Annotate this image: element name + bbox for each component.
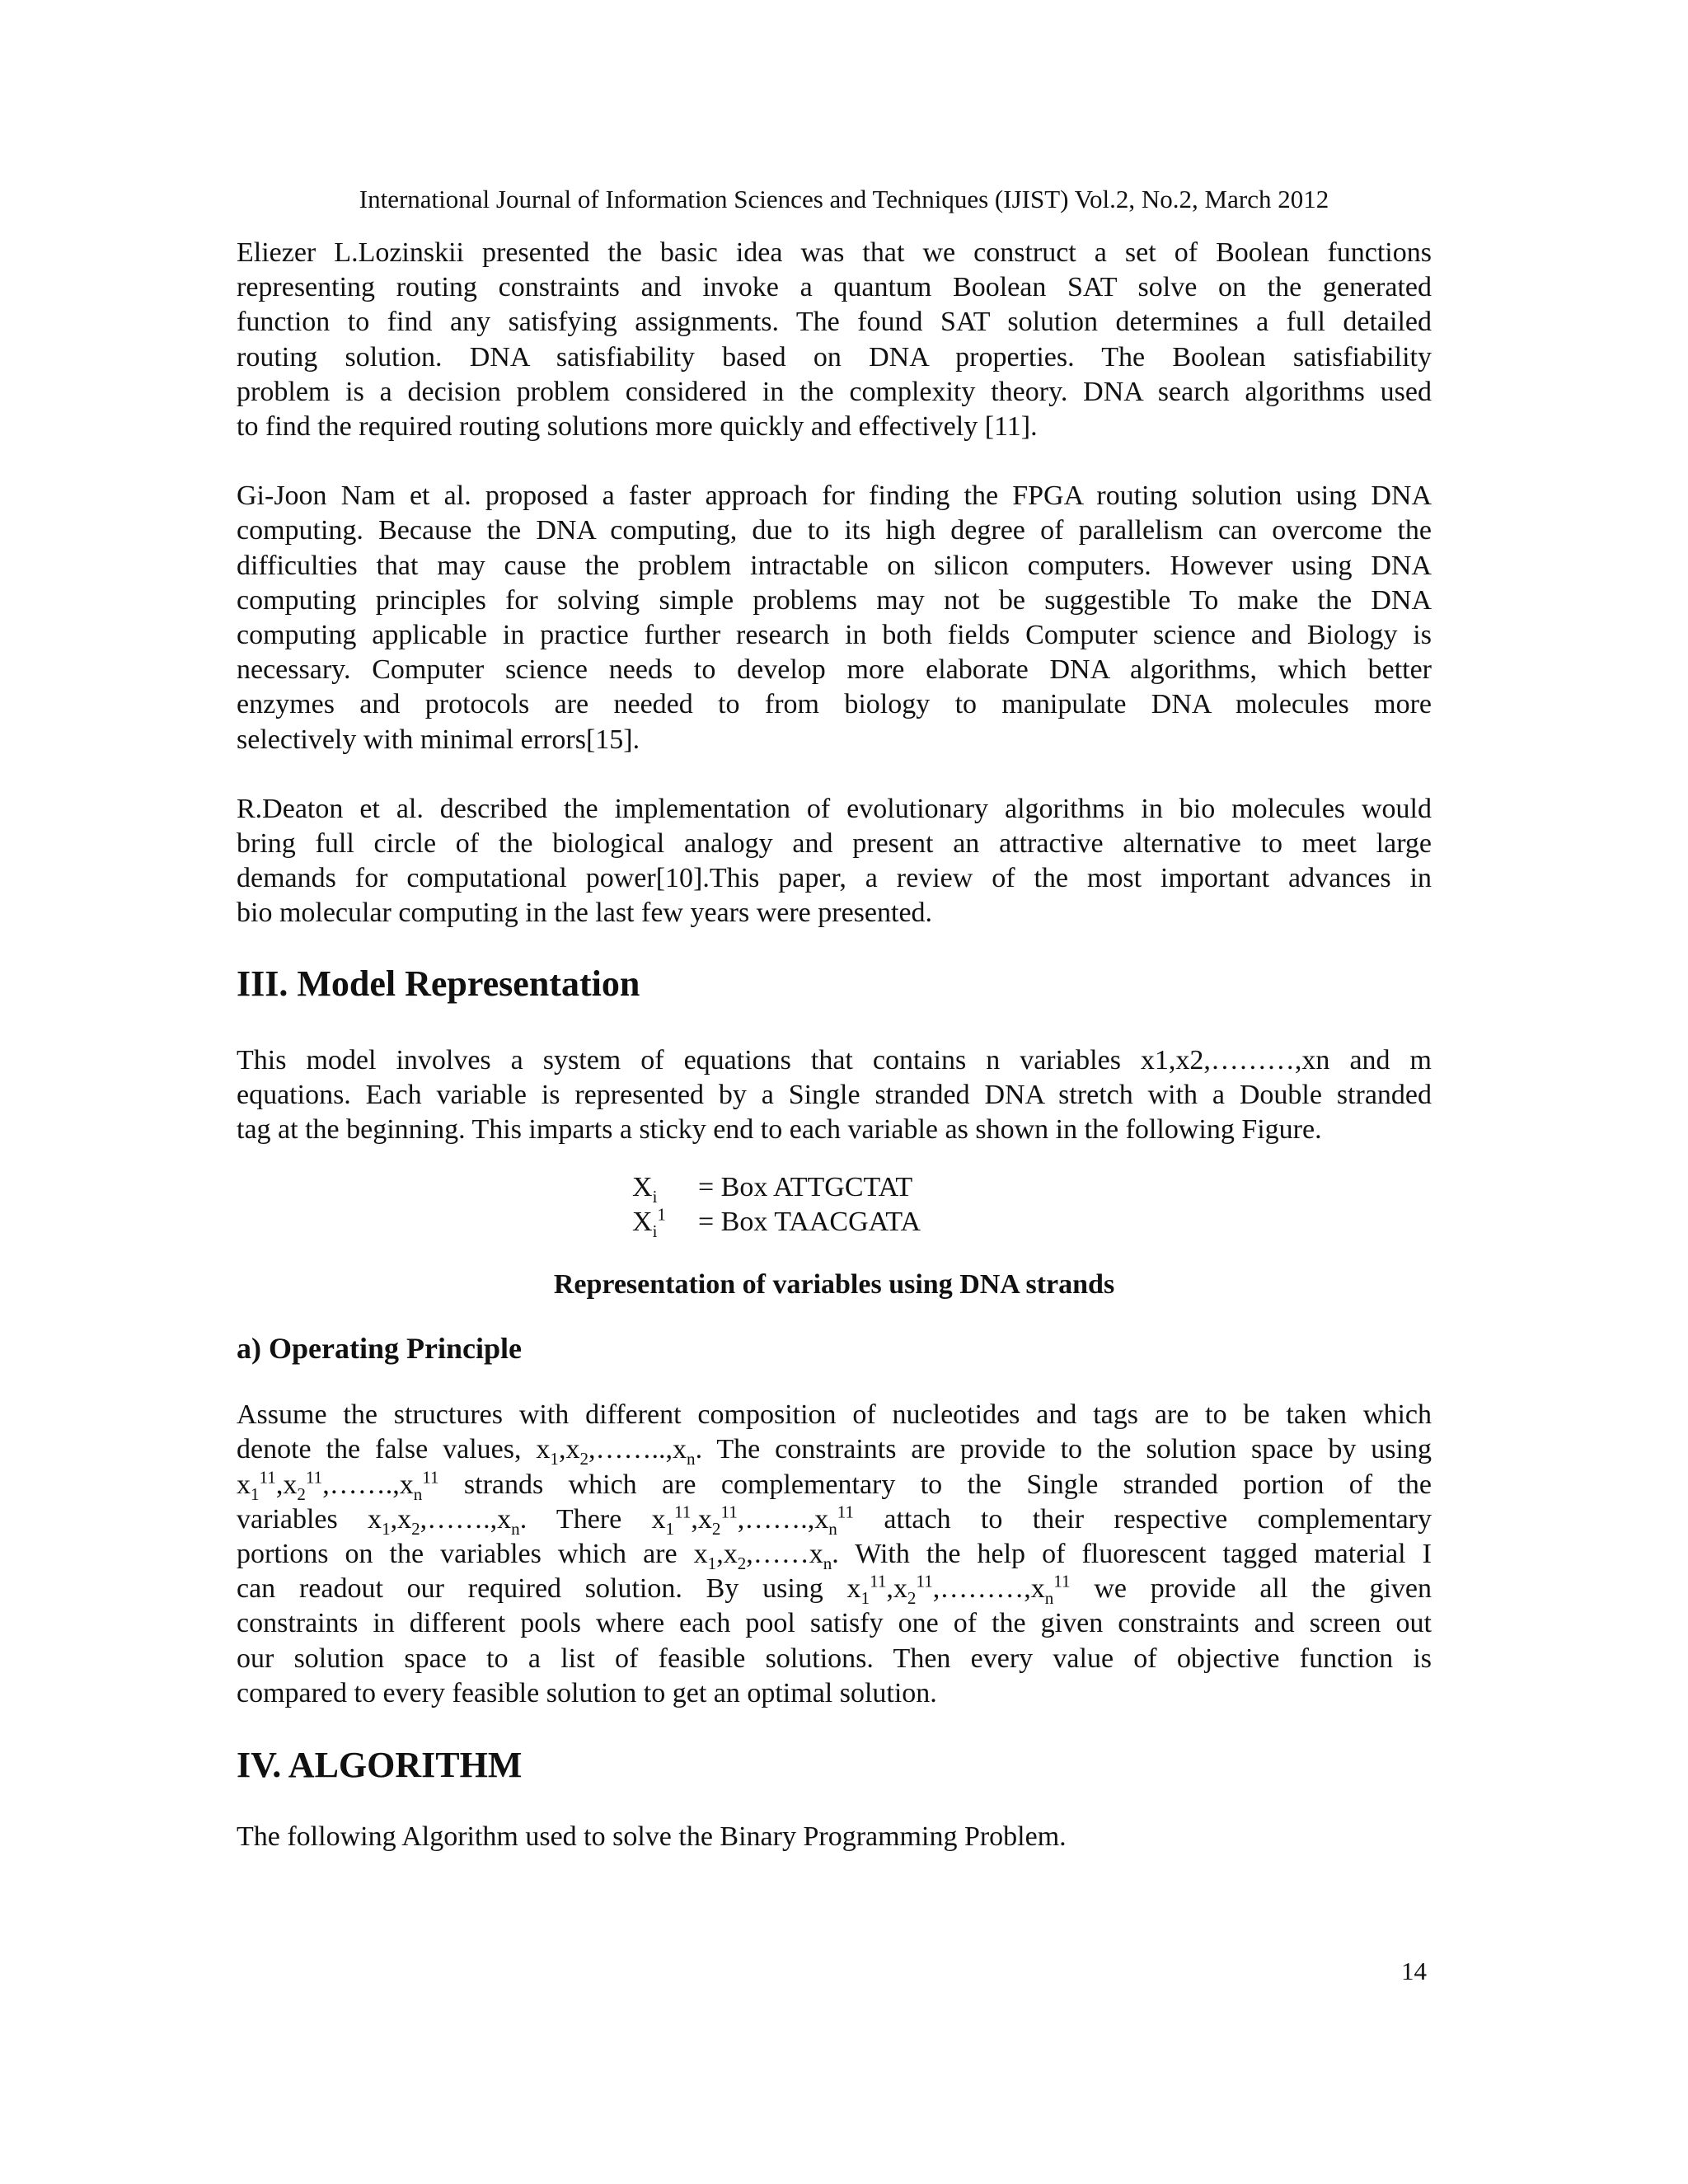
paragraph-nam [237, 479, 1432, 757]
text-line: compared to every feasible solution to get an optimal solution. [237, 1677, 937, 1708]
text-line: This model involves a system of equations that contains n variables x1,x2,………,xn and m [237, 1044, 1432, 1076]
dna-variable-formulas [632, 1170, 1432, 1240]
text-line: computing applicable in practice further research in both fields Computer science and Biology is [237, 620, 1432, 651]
paragraph-operating-principle [237, 1398, 1432, 1711]
formula-row-xi [632, 1170, 1432, 1205]
formula-rhs: = Box TAACGATA [698, 1207, 921, 1238]
text-line: Gi-Joon Nam et al. proposed a faster approach for finding the FPGA routing solution using DNA [237, 480, 1432, 512]
formula-row-xi-complement [632, 1205, 1432, 1240]
text-line: selectively with minimal errors[15]. [237, 724, 640, 755]
text-line: difficulties that may cause the problem intractable on silicon computers. However using DNA [237, 550, 1432, 581]
text-line: enzymes and protocols are needed to from biology to manipulate DNA molecules more [237, 689, 1432, 720]
text-line: problem is a decision problem considered in the complexity theory. DNA search algorithms used [237, 376, 1432, 407]
section-heading-model-representation: III. Model Representation [237, 963, 640, 1004]
text-line: Eliezer L.Lozinskii presented the basic idea was that we construct a set of Boolean functions [237, 237, 1432, 268]
text-line: bring full circle of the biological analogy and present an attractive alternative to meet large [237, 828, 1432, 860]
text-line: tag at the beginning. This imparts a sticky end to each variable as shown in the following Figure. [237, 1114, 1322, 1146]
text-line: routing solution. DNA satisfiability based on DNA properties. The Boolean satisfiability [237, 341, 1432, 373]
formula-variable: $X_i$ [632, 1172, 658, 1207]
paragraph-model-intro [237, 1043, 1432, 1148]
section-heading-algorithm: IV. ALGORITHM [237, 1745, 523, 1786]
text-line: R.Deaton et al. described the implementation of evolutionary algorithms in bio molecules would [237, 793, 1432, 824]
text-line: computing principles for solving simple problems may not be suggestible To make the DNA [237, 584, 1432, 616]
paragraph-algorithm-intro [237, 1820, 1432, 1854]
text-line: function to find any satisfying assignments. The found SAT solution determines a full detailed [237, 307, 1432, 338]
text-line: $x_1^{11},x_2^{11},\dots\dots.,x_n^{11}$ strands which are complementary to the Single stranded portion of the [237, 1467, 1432, 1504]
formula-variable: $X_i^1$ [632, 1204, 666, 1242]
text-line: our solution space to a list of feasible solutions. Then every value of objective function is [237, 1643, 1432, 1674]
text-line: representing routing constraints and invoke a quantum Boolean SAT solve on the generated [237, 272, 1432, 303]
subsection-heading-operating-principle: a) Operating Principle [237, 1332, 522, 1366]
text-line: to find the required routing solutions more quickly and effectively [11]. [237, 411, 1038, 443]
formula-rhs: = Box ATTGCTAT [698, 1172, 913, 1203]
text-line: portions on the variables which are $x_1,x_2,\dots\dots x_n$. With the help of fluorescent tagged material I [237, 1539, 1432, 1573]
text-line: bio molecular computing in the last few years were presented. [237, 898, 933, 929]
text-line: denote the false values, $x_1,x_2,\dots\dots..,x_n$. The constraints are provide to the solution space by using [237, 1434, 1432, 1469]
page-number: 14 [1401, 1957, 1427, 1985]
text-line: necessary. Computer science needs to develop more elaborate DNA algorithms, which better [237, 654, 1432, 686]
figure-caption: Representation of variables using DNA strands [553, 1269, 1115, 1301]
running-header: International Journal of Information Sciences and Techniques (IJIST) Vol.2, No.2, March 2012 [359, 185, 1329, 213]
text-line: computing. Because the DNA computing, due to its high degree of parallelism can overcome the [237, 515, 1432, 546]
paragraph-deaton [237, 792, 1432, 931]
paragraph-lozinskii [237, 236, 1432, 444]
text-line: Assume the structures with different composition of nucleotides and tags are to be taken which [237, 1399, 1432, 1431]
text-line: equations. Each variable is represented by a Single stranded DNA stretch with a Double stranded [237, 1079, 1432, 1110]
text-line: demands for computational power[10].This paper, a review of the most important advances in [237, 863, 1432, 894]
text-line: variables $x_1,x_2,\dots\dots.,x_n$. There $x_1^{11},x_2^{11},\dots\dots.,x_n^{11}$ attach to their respective complementary [237, 1502, 1432, 1539]
text-line: constraints in different pools where each pool satisfy one of the given constraints and screen out [237, 1608, 1432, 1639]
page-body [237, 236, 1432, 1854]
text-line: The following Algorithm used to solve the Binary Programming Problem. [237, 1821, 1067, 1853]
text-line: can readout our required solution. By using $x_1^{11},x_2^{11},\dots\dots\dots,x_n^{11}$ we provide all the given [237, 1571, 1432, 1609]
